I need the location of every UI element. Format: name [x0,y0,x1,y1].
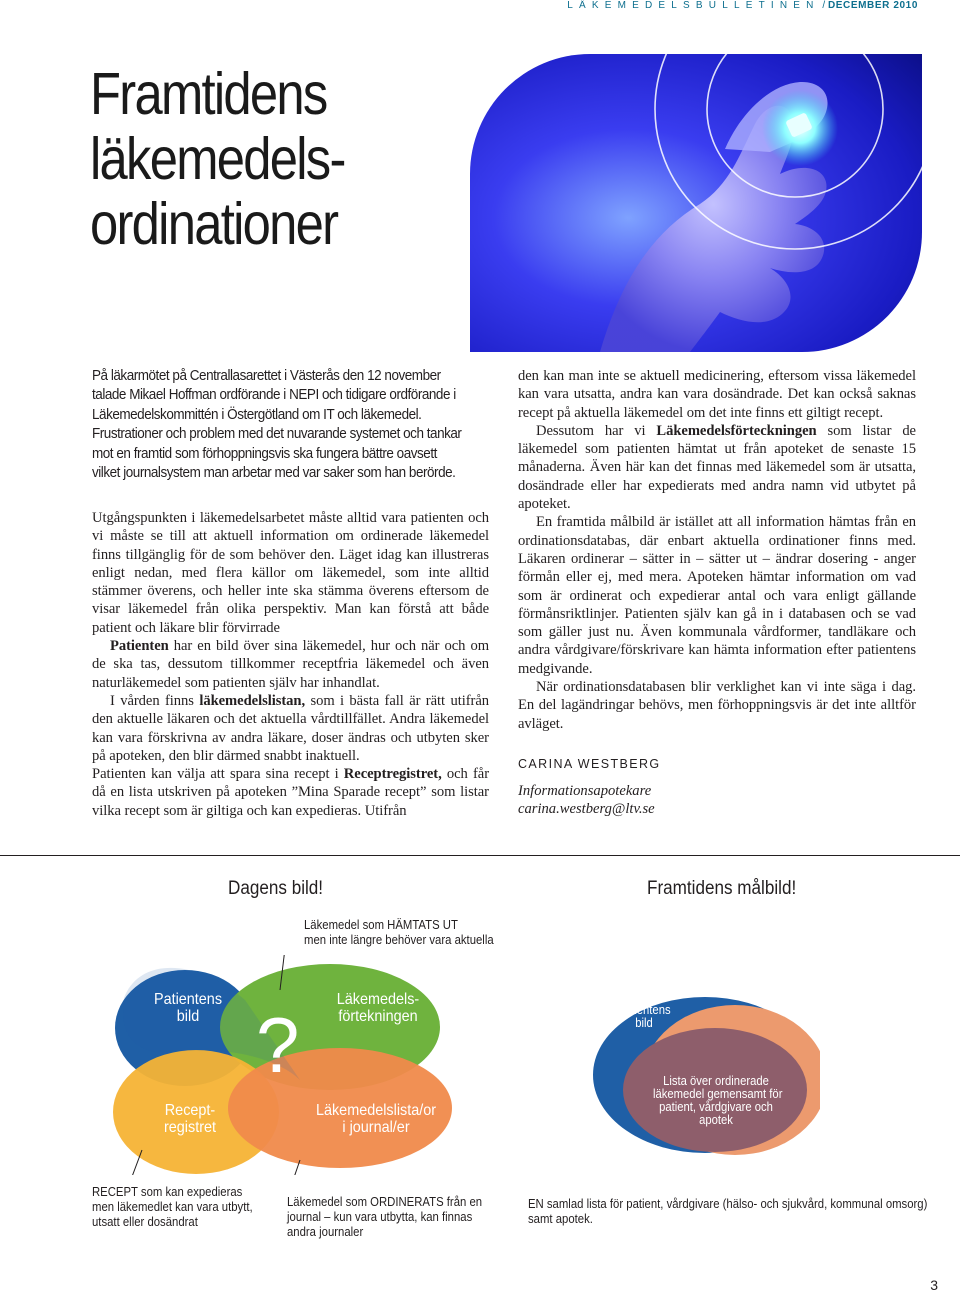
label-line: Patientens [617,1003,671,1017]
lead-in: läkemedelslistan, [199,692,306,709]
note-line: andra journaler [287,1225,364,1239]
paragraph-pre: Patienten kan välja att spara sina recept i [92,766,344,783]
running-head-separator: / [819,0,828,11]
note-line: men läkemedlet kan vara utbytt, [92,1200,253,1214]
note-line: EN samlad lista för patient, vårdgivare (hälso- och sjukvård, kommunal omsorg) [528,1197,928,1211]
paragraph-text: som listar de läkemedel som patienten hämtat ut från apoteket de senaste 15 månaderna. Även här kan det finnas med läkemedel som är utsatta, dosändrade eller har expedierats med andra namn vid utbytet på apoteket. [518,422,916,513]
publication-name: LÄKEMEDELSBULLETINEN [567,0,820,11]
label-line: läkemedel gemensamt för [653,1087,783,1101]
label-line: registret [163,1119,217,1136]
title-line: Framtidens [90,61,327,127]
lead-in: Receptregistret, [343,766,442,783]
paragraph-text: som i bästa fall är rätt utifrån den aktuelle läkaren och det aktuella vårdtillfället. Andra läkemedel kan vara förskrivna av andra läkare, doser ändras och utbyten sker på apoteken, den blir därmed snabbt inaktuell. [92,692,489,764]
label-line: Patientens [153,991,223,1008]
title-line: ordinationer [90,190,338,257]
article-lead: På läkarmötet på Centrallasarettet i Västerås den 12 november talade Mikael Hoffman ordförande i NEPI och tidigare ordförande i Läkemedelskommittén i Östergötland om IT och läkemedel. Frustrationer och problem med det nuvarande systemet och tankar mot en framtid som förhoppningsvis ska fungera bättre oavsett vilket journalsystem man arbetar med var saker som han berörde. [92,368,462,482]
label-future-patientens-bild [617,1004,671,1030]
label-line: patient, vårdgivare och [659,1100,773,1114]
body-column-right [518,367,916,733]
label-line: Recept- [164,1102,216,1119]
author-name: CARINA WESTBERG [518,757,661,771]
label-patientens-bild [143,991,233,1025]
note-line: Läkemedel som ORDINERATS från en [287,1195,483,1209]
paragraph-text: En framtida målbild är istället att all information hämtas från en ordinationsdatabas, där enbart aktuella ordinationer finns med. Läkaren ordinerar – sätter in – sätter ut – ändrar dosering - anger förmån eller ej, med mera. Apoteken hämtar information om vad som är ordinerat och expedierar antal och vara enligt gällande förmånsriktlinjer. Patienten själv kan gå in i databasen och se vad som gäller just nu. Även kommunala vårdformer, tandläkare och andra vårdgivare/förskrivare kan hämta information efter patientens medgivande. [518,514,916,677]
label-receptregistret [145,1102,235,1136]
section-divider [0,855,960,856]
note-recept [92,1185,253,1230]
note-line: men inte längre behöver vara aktuella [304,933,494,947]
today-heading: Dagens bild! [228,878,324,899]
body-column-left [92,509,489,820]
lead-in: Patienten [110,638,169,655]
title-line: läkemedels- [90,125,345,192]
paragraph-pre: Dessutom har vi [536,422,657,439]
author-role: Informationsapotekare [518,783,652,799]
note-hamtats-ut [304,918,494,948]
lead-in: Läkemedelsförteckningen [656,422,817,439]
body-paragraph [92,692,489,765]
body-paragraph [92,637,489,692]
author-email: carina.westberg@ltv.se [518,801,655,817]
label-future-lista [653,1074,783,1127]
paragraph-text: och får då en lista utskriven på apoteken ”Mina Sparade recept” som listar vilka recept som är giltiga och kan expedieras. Utifrån [92,766,489,819]
question-mark: ? [256,1001,300,1089]
label-line: Läkemedelslista/or [315,1102,437,1119]
issue-date: DECEMBER 2010 [827,0,918,11]
body-paragraph [92,509,489,637]
future-heading: Framtidens målbild! [647,878,797,899]
paragraph-text: den kan man inte se aktuell medicinering, eftersom vissa läkemedel kan vara utsatta, andra kan vara dosändrade. Det kan också saknas recept på aktuella läkemedel om det inte finns ett giltigt recept. [518,368,916,421]
note-line: journal – kun vara utbytta, kan finnas [287,1210,473,1224]
paragraph-text: har en bild över sina läkemedel, hur och när och om de ska tas, dessutom tillkommer receptfria läkemedel och även naturläkemedel som patienten själv har inhandlat. [92,638,489,691]
note-samlad-lista [528,1197,927,1227]
hand-holding-pill-photo [470,54,922,352]
running-head [567,0,918,11]
note-line: utsatt eller dosändrat [92,1215,198,1229]
body-paragraph [518,513,916,678]
label-line: apotek [699,1113,733,1127]
page-number: 3 [930,1277,938,1293]
body-paragraph [518,678,916,733]
label-lakemedelslista [313,1102,439,1136]
paragraph-text: När ordinationsdatabasen blir verklighet kan vi inte säga i dag. En del lagändringar behövs, men förhoppningsvis är det inte alltför avläget. [518,679,916,732]
body-paragraph [518,422,916,513]
label-line: i journal/er [342,1119,410,1136]
paragraph-text: Utgångspunkten i läkemedelsarbetet måste alltid vara patienten och vi måste se till att aktuell information om ordinerade läkemedel finns tillgänglig för de som behöver den. Läget idag kan illustreras enligt nedan, med flera källor om läkemedel, som inte alltid stämmer överens, och heller inte ska stämma överens eftersom de visar läkemedel från olika perspektiv. Man kan förstå att både patient och läkare blir förvirrade [92,510,489,636]
body-paragraph [92,765,489,820]
note-ordinerats [287,1195,482,1240]
article-title [90,62,417,257]
body-paragraph [518,367,916,422]
note-line: Läkemedel som HÄMTATS UT [304,918,458,932]
label-line: Läkemedels- [336,991,420,1008]
label-line: förtekningen [338,1008,418,1025]
label-line: bild [176,1008,200,1025]
label-forteckningen [324,991,432,1025]
label-line: Lista över ordinerade [663,1074,769,1088]
label-line: bild [635,1016,653,1030]
note-line: samt apotek. [528,1212,593,1226]
hero-photo [470,54,922,352]
note-line: RECEPT som kan expedieras [92,1185,243,1199]
paragraph-pre: I vården finns [110,692,200,709]
